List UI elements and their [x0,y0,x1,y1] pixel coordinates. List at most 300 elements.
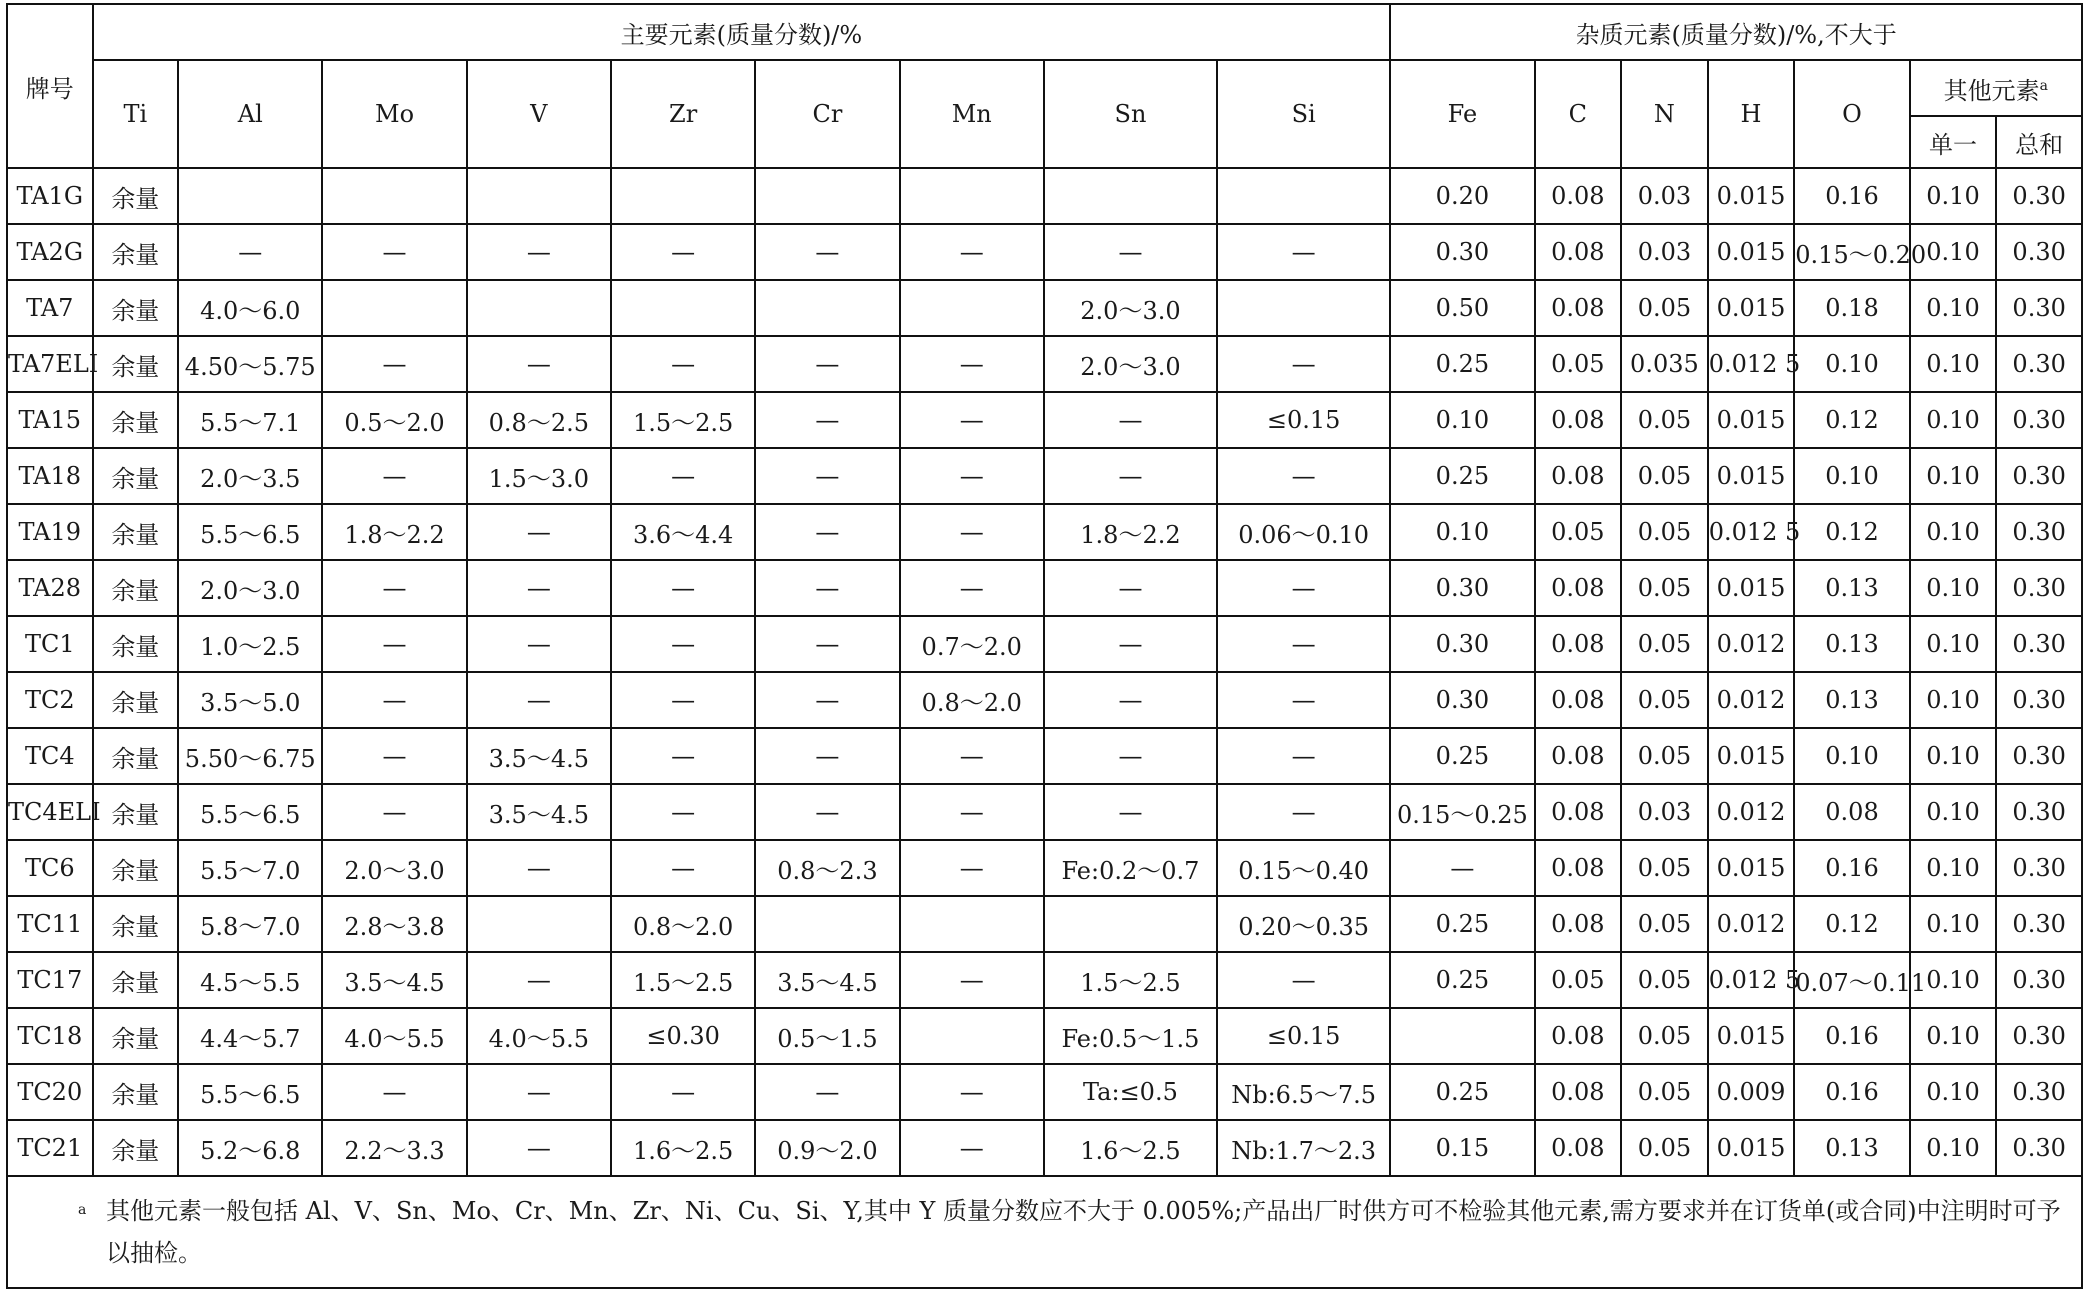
table-cell: Fe:0.5～1.5 [1044,1008,1217,1064]
table-cell: 0.05 [1621,392,1708,448]
table-cell: — [467,504,611,560]
table-cell: 5.5～7.0 [178,840,322,896]
table-cell: 0.12 [1794,504,1909,560]
table-cell: — [900,840,1044,896]
grade-cell: TC4ELI [7,784,93,840]
table-cell: 0.25 [1390,1064,1534,1120]
table-cell: — [467,336,611,392]
table-row [7,448,2082,504]
header-row-2 [7,60,2082,116]
table-cell: 0.03 [1621,168,1708,224]
table-cell [1217,168,1390,224]
table-cell: — [611,672,755,728]
table-cell: 0.30 [1390,616,1534,672]
table-cell: 0.10 [1910,952,1997,1008]
table-cell: 0.012 [1708,616,1795,672]
table-cell: 0.05 [1621,616,1708,672]
table-cell [611,280,755,336]
table-cell: 4.50～5.75 [178,336,322,392]
grade-cell: TC18 [7,1008,93,1064]
table-cell: 0.10 [1910,840,1997,896]
table-cell: 0.08 [1535,672,1622,728]
table-row [7,896,2082,952]
table-cell: — [467,224,611,280]
table-cell: 0.08 [1794,784,1909,840]
table-cell: 0.30 [1996,504,2082,560]
table-cell: 0.30 [1996,616,2082,672]
other-elements-header [1910,60,2082,116]
table-cell: 0.012 5 [1708,504,1795,560]
table-cell: 1.6～2.5 [1044,1120,1217,1176]
table-cell: 4.0～5.5 [322,1008,466,1064]
table-row [7,616,2082,672]
table-cell: — [467,1064,611,1120]
table-cell: — [611,1064,755,1120]
table-cell: 0.50 [1390,280,1534,336]
table-cell: 2.0～3.5 [178,448,322,504]
table-cell: ≤0.15 [1217,392,1390,448]
table-cell: 5.5～6.5 [178,504,322,560]
table-cell: 3.5～4.5 [467,728,611,784]
table-row [7,784,2082,840]
table-cell: 0.15～0.20 [1794,224,1909,280]
table-cell: — [467,952,611,1008]
table-cell [467,168,611,224]
table-cell: 0.015 [1708,840,1795,896]
table-cell: — [755,616,899,672]
table-cell: 余量 [93,952,179,1008]
table-cell: 0.30 [1390,224,1534,280]
table-cell: 1.6～2.5 [611,1120,755,1176]
table-cell: Ta:≤0.5 [1044,1064,1217,1120]
table-cell: 0.10 [1794,448,1909,504]
table-cell: 0.7～2.0 [900,616,1044,672]
table-cell [611,168,755,224]
table-cell: 余量 [93,616,179,672]
table-cell: 0.08 [1535,1008,1622,1064]
table-cell: 0.30 [1996,840,2082,896]
table-cell [1044,896,1217,952]
table-row [7,672,2082,728]
table-cell: 0.05 [1535,504,1622,560]
table-row [7,952,2082,1008]
table-cell: — [322,560,466,616]
table-cell: 余量 [93,1120,179,1176]
table-cell: 0.03 [1621,784,1708,840]
col-header-zr: Zr [611,60,755,168]
table-cell: 0.5～1.5 [755,1008,899,1064]
table-cell: 0.015 [1708,728,1795,784]
table-cell: 0.05 [1621,448,1708,504]
table-cell: — [611,840,755,896]
table-cell: — [900,1120,1044,1176]
table-cell: 0.07～0.11 [1794,952,1909,1008]
table-cell: — [1217,728,1390,784]
table-cell: 0.15～0.40 [1217,840,1390,896]
table-cell: 0.10 [1910,392,1997,448]
table-cell: 0.05 [1621,896,1708,952]
col-header-n: N [1621,60,1708,168]
grade-cell: TC4 [7,728,93,784]
table-cell: 余量 [93,1008,179,1064]
table-cell: — [1217,336,1390,392]
col-header-sn: Sn [1044,60,1217,168]
table-row [7,1008,2082,1064]
table-cell [1044,168,1217,224]
table-cell: 0.20 [1390,168,1534,224]
table-cell: 0.08 [1535,1120,1622,1176]
col-header-al: Al [178,60,322,168]
table-cell: 0.05 [1621,1064,1708,1120]
table-cell: 0.015 [1708,560,1795,616]
table-cell: 0.15～0.25 [1390,784,1534,840]
table-cell: 0.30 [1996,784,2082,840]
table-cell: — [1044,784,1217,840]
table-cell: 0.015 [1708,168,1795,224]
table-cell: 0.08 [1535,560,1622,616]
table-cell: 0.18 [1794,280,1909,336]
table-cell: — [900,224,1044,280]
table-cell: — [322,224,466,280]
table-cell: — [755,448,899,504]
table-cell: — [1217,784,1390,840]
table-cell: 1.8～2.2 [1044,504,1217,560]
table-row [7,224,2082,280]
table-cell: 0.15 [1390,1120,1534,1176]
table-cell: — [322,672,466,728]
table-cell: 0.015 [1708,224,1795,280]
table-cell: 0.30 [1996,168,2082,224]
table-row [7,1120,2082,1176]
grade-cell: TA2G [7,224,93,280]
table-cell: 1.8～2.2 [322,504,466,560]
table-cell: — [322,448,466,504]
table-cell: — [1044,560,1217,616]
table-cell: 0.10 [1390,392,1534,448]
table-cell: — [322,616,466,672]
table-cell: 0.05 [1535,952,1622,1008]
table-cell: — [900,560,1044,616]
col-header-c: C [1535,60,1622,168]
table-row [7,504,2082,560]
table-cell: 0.10 [1910,616,1997,672]
col-header-ti: Ti [93,60,179,168]
table-cell: 0.30 [1996,952,2082,1008]
grade-cell: TC2 [7,672,93,728]
table-cell: — [1044,672,1217,728]
table-cell: 0.30 [1996,1120,2082,1176]
table-cell: 1.5～2.5 [1044,952,1217,1008]
table-cell: — [755,560,899,616]
table-cell: 0.015 [1708,448,1795,504]
table-cell: 0.012 5 [1708,952,1795,1008]
table-cell: 0.08 [1535,280,1622,336]
table-cell: 3.5～4.5 [322,952,466,1008]
grade-cell: TA28 [7,560,93,616]
grade-cell: TA7 [7,280,93,336]
table-cell: 0.05 [1621,504,1708,560]
table-cell [467,280,611,336]
table-cell: — [611,728,755,784]
table-cell: ≤0.15 [1217,1008,1390,1064]
table-cell: — [755,504,899,560]
table-cell: 0.06～0.10 [1217,504,1390,560]
table-cell: 0.30 [1996,448,2082,504]
table-cell: 0.10 [1910,224,1997,280]
table-cell: Nb:1.7～2.3 [1217,1120,1390,1176]
table-cell: 0.30 [1996,1064,2082,1120]
table-cell: 0.012 [1708,672,1795,728]
table-cell: 0.015 [1708,280,1795,336]
col-header-v: V [467,60,611,168]
table-cell [900,168,1044,224]
table-cell: 余量 [93,504,179,560]
table-cell: 4.4～5.7 [178,1008,322,1064]
header-row-1 [7,4,2082,60]
table-cell: 0.16 [1794,1064,1909,1120]
grade-cell: TC17 [7,952,93,1008]
table-cell: — [900,448,1044,504]
table-cell: 2.0～3.0 [1044,280,1217,336]
table-cell: 0.9～2.0 [755,1120,899,1176]
table-cell: 余量 [93,728,179,784]
col-header-single: 单一 [1910,116,1997,168]
table-cell: 0.5～2.0 [322,392,466,448]
table-cell: 0.8～2.5 [467,392,611,448]
table-cell: 4.0～6.0 [178,280,322,336]
table-cell: 0.13 [1794,672,1909,728]
table-cell: 0.10 [1910,1120,1997,1176]
table-row [7,1064,2082,1120]
table-cell: 0.10 [1910,448,1997,504]
table-cell: 0.30 [1390,560,1534,616]
grade-cell: TC11 [7,896,93,952]
table-cell [755,168,899,224]
table-cell: 0.05 [1621,280,1708,336]
table-cell: 0.16 [1794,840,1909,896]
grade-cell: TC1 [7,616,93,672]
table-cell: 0.10 [1910,280,1997,336]
table-row [7,728,2082,784]
table-cell: — [900,952,1044,1008]
table-cell: 0.25 [1390,728,1534,784]
table-cell: 0.009 [1708,1064,1795,1120]
table-cell: ≤0.30 [611,1008,755,1064]
table-body [7,168,2082,1176]
table-cell: 0.08 [1535,728,1622,784]
table-cell: — [900,336,1044,392]
table-cell: 0.10 [1910,168,1997,224]
table-cell: 0.13 [1794,616,1909,672]
table-cell: 0.30 [1996,560,2082,616]
col-header-h: H [1708,60,1795,168]
table-footer [7,1176,2082,1288]
table-cell: 余量 [93,168,179,224]
table-cell: — [322,336,466,392]
table-cell: 余量 [93,840,179,896]
table-cell: 余量 [93,392,179,448]
table-cell: — [755,672,899,728]
col-header-total: 总和 [1996,116,2082,168]
table-cell: 0.10 [1910,784,1997,840]
table-cell: — [467,672,611,728]
table-cell: — [178,224,322,280]
table-cell: 2.2～3.3 [322,1120,466,1176]
table-cell: 0.10 [1910,336,1997,392]
table-cell [1217,280,1390,336]
table-cell: 0.16 [1794,168,1909,224]
table-cell: 0.25 [1390,336,1534,392]
grade-cell: TC6 [7,840,93,896]
table-cell: 3.5～4.5 [755,952,899,1008]
table-cell: 余量 [93,1064,179,1120]
table-cell: 1.5～2.5 [611,952,755,1008]
chemical-composition-table [6,3,2083,1289]
impurity-elements-header: 杂质元素(质量分数)/%,不大于 [1390,4,2082,60]
table-cell: 0.12 [1794,896,1909,952]
table-row [7,336,2082,392]
table-cell: 0.30 [1996,672,2082,728]
table-cell: 5.8～7.0 [178,896,322,952]
footnote-text: 其他元素一般包括 Al、V、Sn、Mo、Cr、Mn、Zr、Ni、Cu、Si、Y,其中 Y 质量分数应不大于 0.005%;产品出厂时供方可不检验其他元素,需方要求并在订货单(或合同)中注明时可予以抽检。 [106,1197,2061,1267]
table-cell: 余量 [93,784,179,840]
table-cell [178,168,322,224]
table-cell: — [1390,840,1534,896]
table-cell: 0.20～0.35 [1217,896,1390,952]
table-cell: — [755,728,899,784]
table-cell: 2.0～3.0 [178,560,322,616]
table-cell: 0.05 [1621,672,1708,728]
table-cell: 0.30 [1996,728,2082,784]
table-cell: 0.12 [1794,392,1909,448]
table-cell: — [900,784,1044,840]
table-cell: 0.05 [1621,1120,1708,1176]
table-cell: 2.8～3.8 [322,896,466,952]
grade-cell: TC20 [7,1064,93,1120]
footnote-mark: a [78,1202,87,1218]
table-cell: 5.2～6.8 [178,1120,322,1176]
table-cell: 0.08 [1535,224,1622,280]
table-cell: — [611,560,755,616]
table-cell: 1.5～2.5 [611,392,755,448]
table-cell: 0.25 [1390,952,1534,1008]
table-cell: 1.5～3.0 [467,448,611,504]
footnote-row [7,1176,2082,1288]
table-row [7,840,2082,896]
table-cell: 0.30 [1996,280,2082,336]
table-cell: — [1044,392,1217,448]
table-cell [322,168,466,224]
grade-cell: TA18 [7,448,93,504]
table-cell: 0.015 [1708,392,1795,448]
table-cell: 3.6～4.4 [611,504,755,560]
table-cell: — [1217,224,1390,280]
table-cell [467,896,611,952]
table-cell: — [755,392,899,448]
table-cell: 0.10 [1390,504,1534,560]
table-cell: 0.08 [1535,616,1622,672]
table-cell: 0.10 [1910,672,1997,728]
table-cell [900,280,1044,336]
table-cell: Nb:6.5～7.5 [1217,1064,1390,1120]
table-cell: — [1044,728,1217,784]
table-cell: 1.0～2.5 [178,616,322,672]
table-cell: — [1044,448,1217,504]
grade-header: 牌号 [7,4,93,168]
table-cell: 0.25 [1390,896,1534,952]
col-header-mo: Mo [322,60,466,168]
table-cell: — [900,728,1044,784]
table-cell: — [755,784,899,840]
table-cell: — [755,336,899,392]
table-cell: — [611,336,755,392]
table-cell: 0.30 [1996,336,2082,392]
table-cell: — [1217,448,1390,504]
table-cell: 0.012 5 [1708,336,1795,392]
composition-table-wrapper [6,3,2083,1289]
table-cell: 0.012 [1708,784,1795,840]
main-elements-header: 主要元素(质量分数)/% [93,4,1391,60]
table-cell: 0.10 [1910,504,1997,560]
col-header-si: Si [1217,60,1390,168]
table-cell: — [1044,224,1217,280]
table-cell: — [611,224,755,280]
table-cell: — [322,1064,466,1120]
table-cell: 0.03 [1621,224,1708,280]
table-cell: 0.015 [1708,1120,1795,1176]
grade-cell: TA19 [7,504,93,560]
table-cell: 5.5～7.1 [178,392,322,448]
table-cell: 0.08 [1535,784,1622,840]
table-cell [322,280,466,336]
table-cell: 0.05 [1621,560,1708,616]
table-cell: 0.25 [1390,448,1534,504]
table-cell: 0.08 [1535,448,1622,504]
table-cell: — [467,840,611,896]
table-cell: 余量 [93,896,179,952]
table-cell: — [467,1120,611,1176]
table-cell: 0.08 [1535,168,1622,224]
table-cell: — [467,616,611,672]
table-cell: — [900,392,1044,448]
table-cell: 0.30 [1996,224,2082,280]
table-cell: 0.10 [1910,896,1997,952]
table-cell: — [467,560,611,616]
table-cell [900,896,1044,952]
table-cell: 0.012 [1708,896,1795,952]
table-cell: 0.08 [1535,1064,1622,1120]
col-header-mn: Mn [900,60,1044,168]
table-cell: 余量 [93,280,179,336]
table-row [7,392,2082,448]
table-cell: 0.10 [1794,728,1909,784]
grade-cell: TA7ELI [7,336,93,392]
table-cell: Fe:0.2～0.7 [1044,840,1217,896]
table-cell: — [1217,672,1390,728]
table-cell: 0.10 [1910,560,1997,616]
table-cell: 2.0～3.0 [322,840,466,896]
table-cell: 5.50～6.75 [178,728,322,784]
table-cell: — [900,504,1044,560]
table-cell: 0.8～2.0 [611,896,755,952]
table-row [7,560,2082,616]
col-header-fe: Fe [1390,60,1534,168]
table-cell: 0.08 [1535,840,1622,896]
table-cell: — [322,728,466,784]
grade-cell: TC21 [7,1120,93,1176]
table-cell: 余量 [93,448,179,504]
table-cell: — [1217,560,1390,616]
